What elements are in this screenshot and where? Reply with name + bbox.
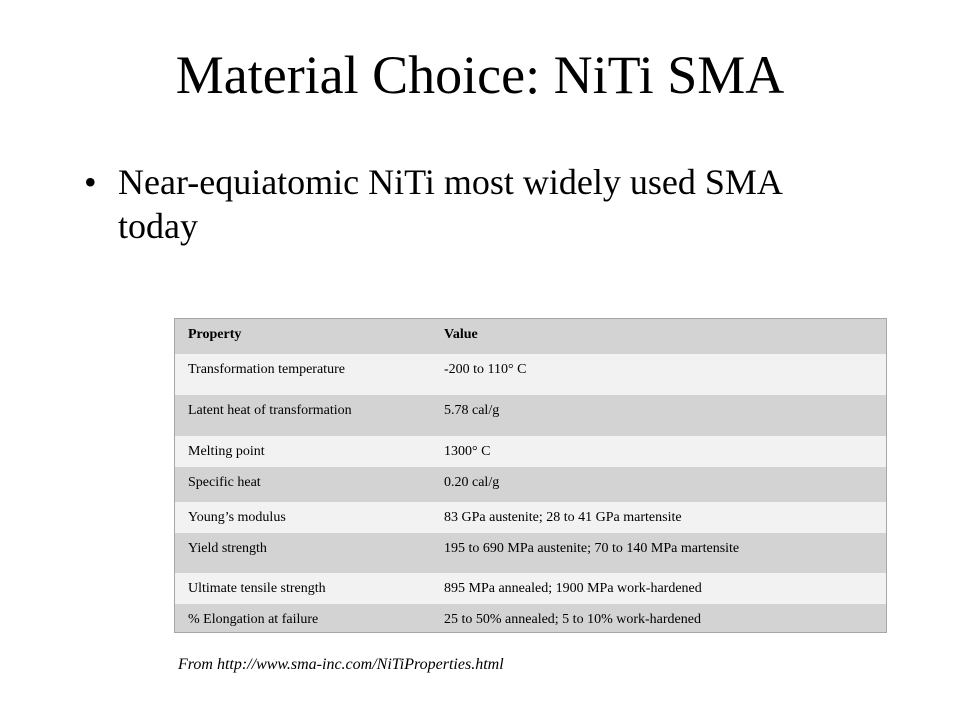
cell-value: 1300° C — [444, 443, 491, 459]
cell-property: Young’s modulus — [188, 509, 286, 525]
cell-property: Yield strength — [188, 540, 267, 556]
cell-property: Ultimate tensile strength — [188, 580, 326, 596]
cell-value: 5.78 cal/g — [444, 402, 500, 418]
table-row — [175, 502, 887, 533]
cell-value: 195 to 690 MPa austenite; 70 to 140 MPa martensite — [444, 540, 740, 556]
cell-value: 0.20 cal/g — [444, 474, 500, 490]
cell-property: Transformation temperature — [188, 361, 345, 377]
table-row — [175, 467, 887, 502]
table-header-row — [175, 319, 887, 354]
table-row — [175, 395, 887, 436]
table-row — [175, 573, 887, 604]
table-row — [175, 533, 887, 573]
cell-value: 83 GPa austenite; 28 to 41 GPa martensite — [444, 509, 682, 525]
header-value: Value — [444, 327, 478, 342]
cell-property: Melting point — [188, 443, 265, 459]
source-citation: From http://www.sma-inc.com/NiTiProperties.html — [178, 656, 504, 673]
cell-value: 895 MPa annealed; 1900 MPa work-hardened — [444, 580, 702, 596]
cell-property: Latent heat of transformation — [188, 402, 352, 418]
table-row — [175, 436, 887, 467]
cell-value: -200 to 110° C — [444, 361, 527, 377]
bullet-item — [84, 160, 844, 248]
properties-table — [174, 318, 887, 633]
header-property: Property — [188, 327, 242, 342]
table-row — [175, 604, 887, 633]
bullet-dot-icon: • — [84, 162, 97, 202]
cell-value: 25 to 50% annealed; 5 to 10% work-hardened — [444, 611, 701, 627]
slide-title: Material Choice: NiTi SMA — [175, 45, 785, 105]
cell-property: Specific heat — [188, 474, 261, 490]
bullet-text: Near-equiatomic NiTi most widely used SMA today — [118, 162, 781, 246]
cell-property: % Elongation at failure — [188, 611, 319, 627]
table-row — [175, 354, 887, 395]
